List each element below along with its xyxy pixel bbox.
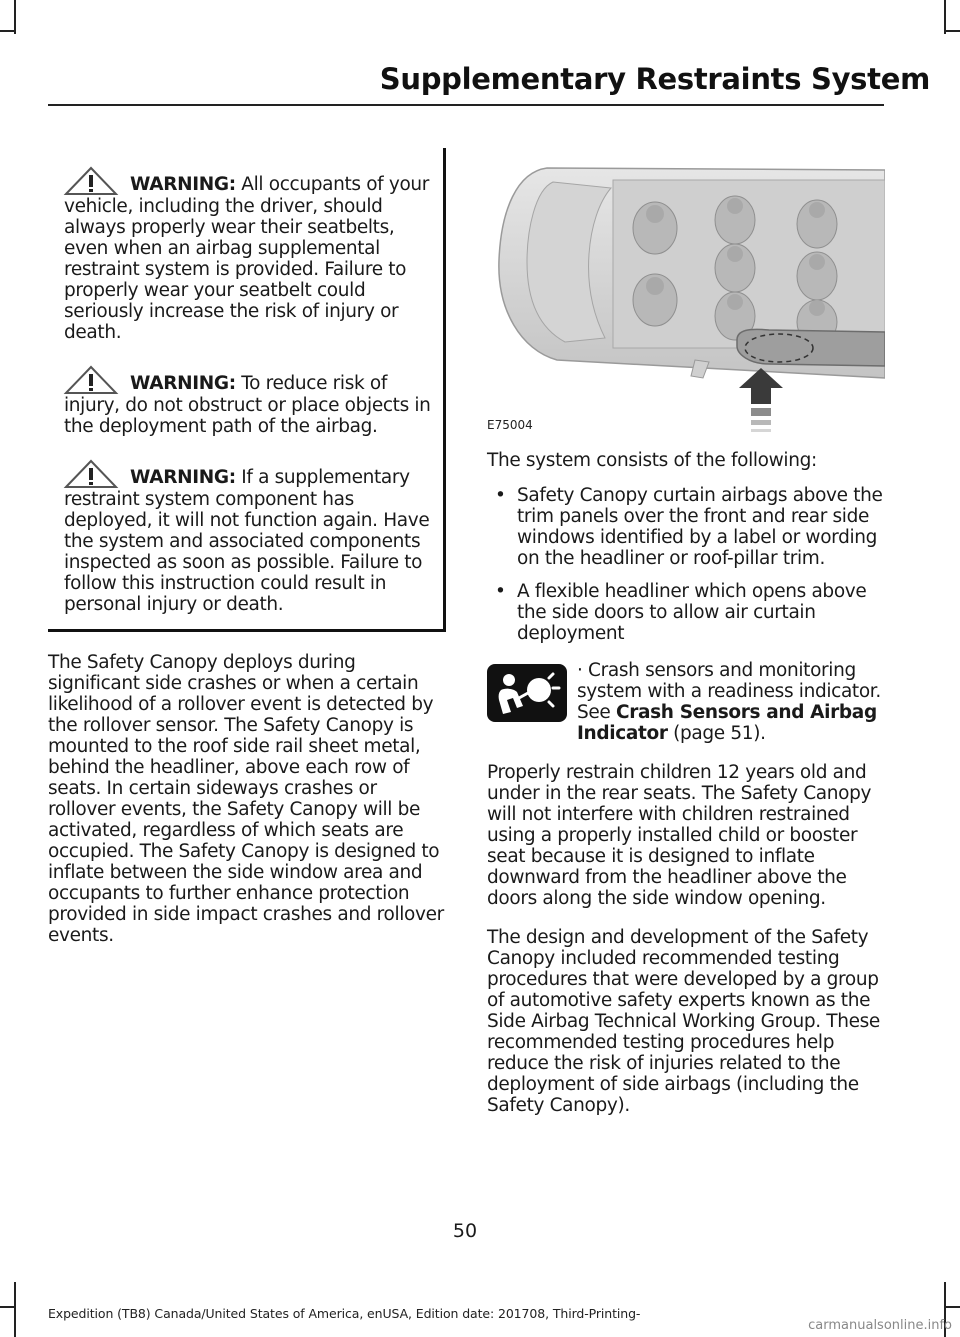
warning-label: WARNING: xyxy=(130,467,236,488)
crop-mark xyxy=(944,0,946,34)
crop-mark xyxy=(0,1306,16,1308)
system-intro: The system consists of the following: xyxy=(487,450,817,471)
warning-label: WARNING: xyxy=(130,174,236,195)
indicator-row xyxy=(487,660,883,744)
crash-sensors-text: · Crash sensors and monitoring system with a readiness indicator. See Crash Sensors and Airbag Indicator (page 51). xyxy=(577,660,881,744)
airbag-indicator-icon xyxy=(487,664,567,722)
list-item: • A flexible headliner which opens above the side doors to allow air curtain deployment xyxy=(495,581,867,644)
warning-triangle-icon xyxy=(62,166,120,196)
crop-mark xyxy=(14,1282,16,1337)
warning-1 xyxy=(64,166,433,343)
warning-2 xyxy=(64,365,433,437)
header-rule xyxy=(48,104,884,106)
vehicle-airbag-illustration xyxy=(487,150,885,440)
bullet-symbol: • xyxy=(495,485,506,506)
page-title: Supplementary Restraints System xyxy=(379,62,930,96)
warning-3 xyxy=(64,459,433,615)
left-column xyxy=(48,148,446,946)
warning-label: WARNING: xyxy=(130,373,236,394)
safety-canopy-paragraph: The Safety Canopy deploys during significant side crashes or when a certain likelihood of a rollover event is detected by the rollover sensor. The Safety Canopy is mounted to the roof side rail sheet metal, behind the headliner, above each row of seats. In certain sideways crashes or rollover events, the Safety Canopy will be activated, regardless of which seats are occupied. The Safety Canopy is designed to inflate between the side window area and occupants to further enhance protection provided in side impact crashes and rollover events. xyxy=(48,652,444,946)
footer-edition: Expedition (TB8) Canada/United States of America, enUSA, Edition date: 201708, Third-Printing- xyxy=(48,1306,641,1321)
page-number: 50 xyxy=(452,1220,478,1242)
children-paragraph: Properly restrain children 12 years old and under in the rear seats. The Safety Canopy will not interfere with children restrained using a properly installed child or booster seat because it is designed to inflate downward from the headliner above the doors along the side window opening. xyxy=(487,762,872,909)
warning-triangle-icon xyxy=(62,459,120,489)
crash-sensors-link[interactable]: Crash Sensors and Airbag Indicator xyxy=(577,702,877,744)
testing-paragraph: The design and development of the Safety Canopy included recommended testing procedures that were developed by a group of automotive safety experts known as the Side Airbag Technical Working Group. These recommended testing procedures help reduce the risk of injuries related to the deployment of side airbags (including the Safety Canopy). xyxy=(487,927,880,1116)
component-list xyxy=(487,485,883,644)
crop-mark xyxy=(944,30,960,32)
warning-triangle-icon xyxy=(62,365,120,395)
right-column xyxy=(487,450,883,1116)
figure-code: E75004 xyxy=(487,418,533,432)
warning-text: If a supplementary restraint system component has deployed, it will not function again. Have the system and associated components inspected as soon as possible. Failure to follow this instruction could result in personal injury or death. xyxy=(64,467,430,615)
warning-box xyxy=(48,148,446,632)
watermark: carmanualsonline.info xyxy=(808,1318,952,1333)
warning-text: To reduce risk of injury, do not obstruct or place objects in the deployment path of the airbag. xyxy=(64,373,431,437)
crop-mark xyxy=(944,1306,960,1308)
crop-mark xyxy=(14,0,16,34)
warning-text: All occupants of your vehicle, including the driver, should always properly wear their seatbelts, even when an airbag supplemental restraint system is provided. Failure to properly wear your seatbelt could seriously increase the risk of injury or death. xyxy=(64,174,430,343)
list-item: • Safety Canopy curtain airbags above the trim panels over the front and rear side windows identified by a label or wording on the headliner or roof-pillar trim. xyxy=(495,485,883,569)
bullet-symbol: • xyxy=(495,581,506,602)
crop-mark xyxy=(0,30,16,32)
